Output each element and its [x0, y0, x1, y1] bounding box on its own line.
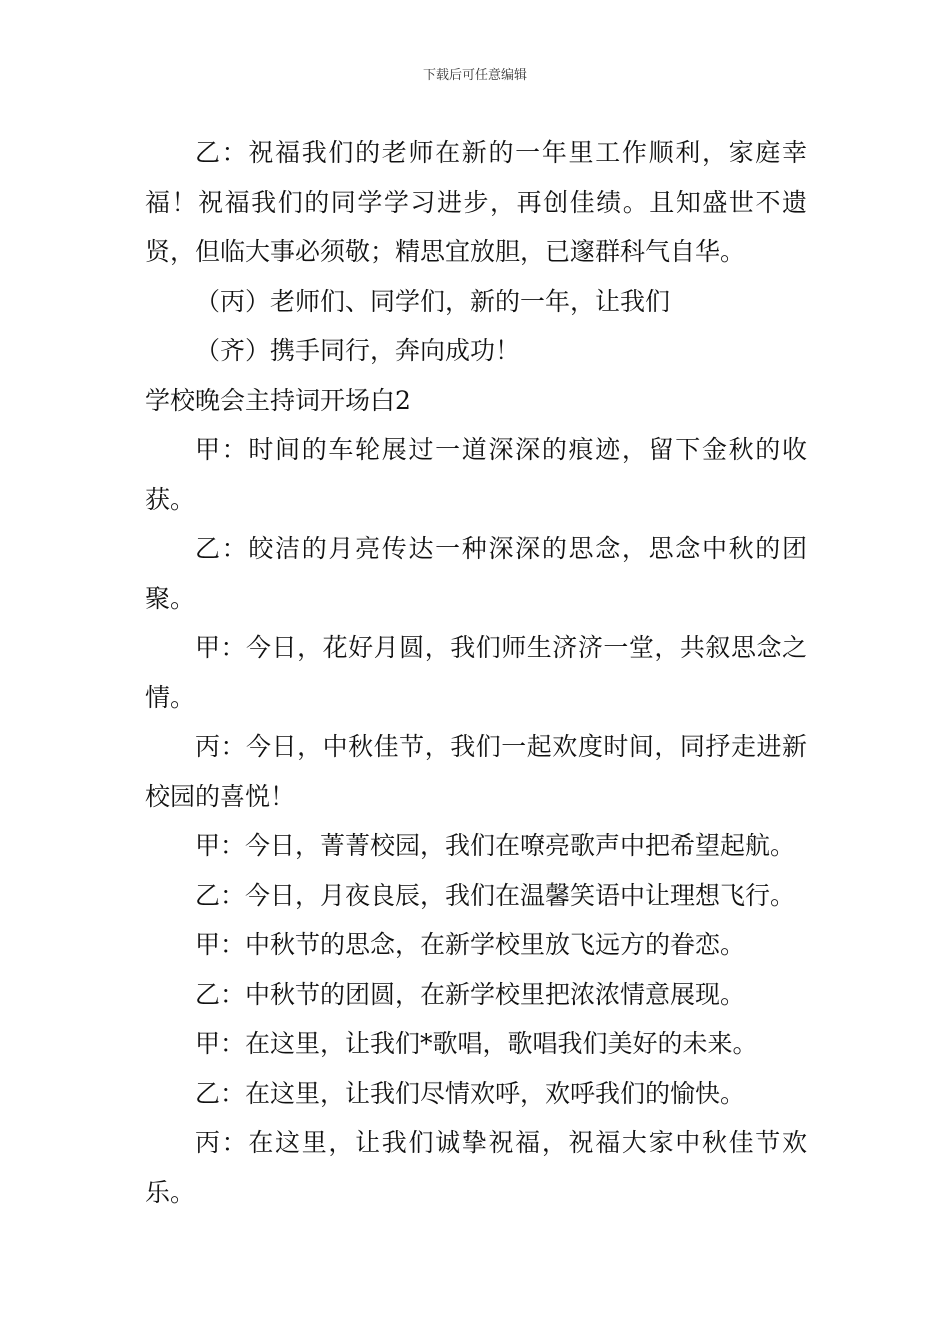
paragraph: 乙：祝福我们的老师在新的一年里工作顺利，家庭幸福！祝福我们的同学学习进步，再创佳绩。且知盛世不遗贤，但临大事必须敬；精思宜放胆，已邃群科气自华。 — [145, 138, 807, 266]
paragraph: 乙：在这里，让我们尽情欢呼，欢呼我们的愉快。 — [195, 1078, 746, 1108]
document-body — [145, 128, 807, 1217]
paragraph: 丙：在这里，让我们诚挚祝福，祝福大家中秋佳节欢乐。 — [145, 1128, 807, 1207]
paragraph: 甲：在这里，让我们*歌唱，歌唱我们美好的未来。 — [195, 1029, 758, 1058]
section-title: 学校晚会主持词开场白2 — [145, 385, 411, 415]
paragraph: （丙）老师们、同学们，新的一年，让我们 — [195, 286, 671, 316]
paragraph: 丙：今日，中秋佳节，我们一起欢度时间，同抒走进新校园的喜悦！ — [145, 732, 807, 811]
paragraph: 乙：今日，月夜良辰，我们在温馨笑语中让理想飞行。 — [195, 880, 796, 910]
paragraph: 甲：今日，花好月圆，我们师生济济一堂，共叙思念之情。 — [145, 633, 807, 712]
paragraph: （齐）携手同行，奔向成功！ — [195, 336, 521, 365]
paragraph: 乙：皎洁的月亮传达一种深深的思念，思念中秋的团聚。 — [145, 534, 807, 613]
paragraph: 甲：今日，菁菁校园，我们在嘹亮歌声中把希望起航。 — [195, 831, 796, 860]
paragraph: 甲：时间的车轮展过一道深深的痕迹，留下金秋的收获。 — [145, 435, 807, 514]
page-header-note: 下载后可任意编辑 — [422, 68, 527, 83]
paragraph: 甲：中秋节的思念，在新学校里放飞远方的眷恋。 — [195, 930, 746, 959]
paragraph: 乙：中秋节的团圆，在新学校里把浓浓情意展现。 — [195, 979, 746, 1009]
